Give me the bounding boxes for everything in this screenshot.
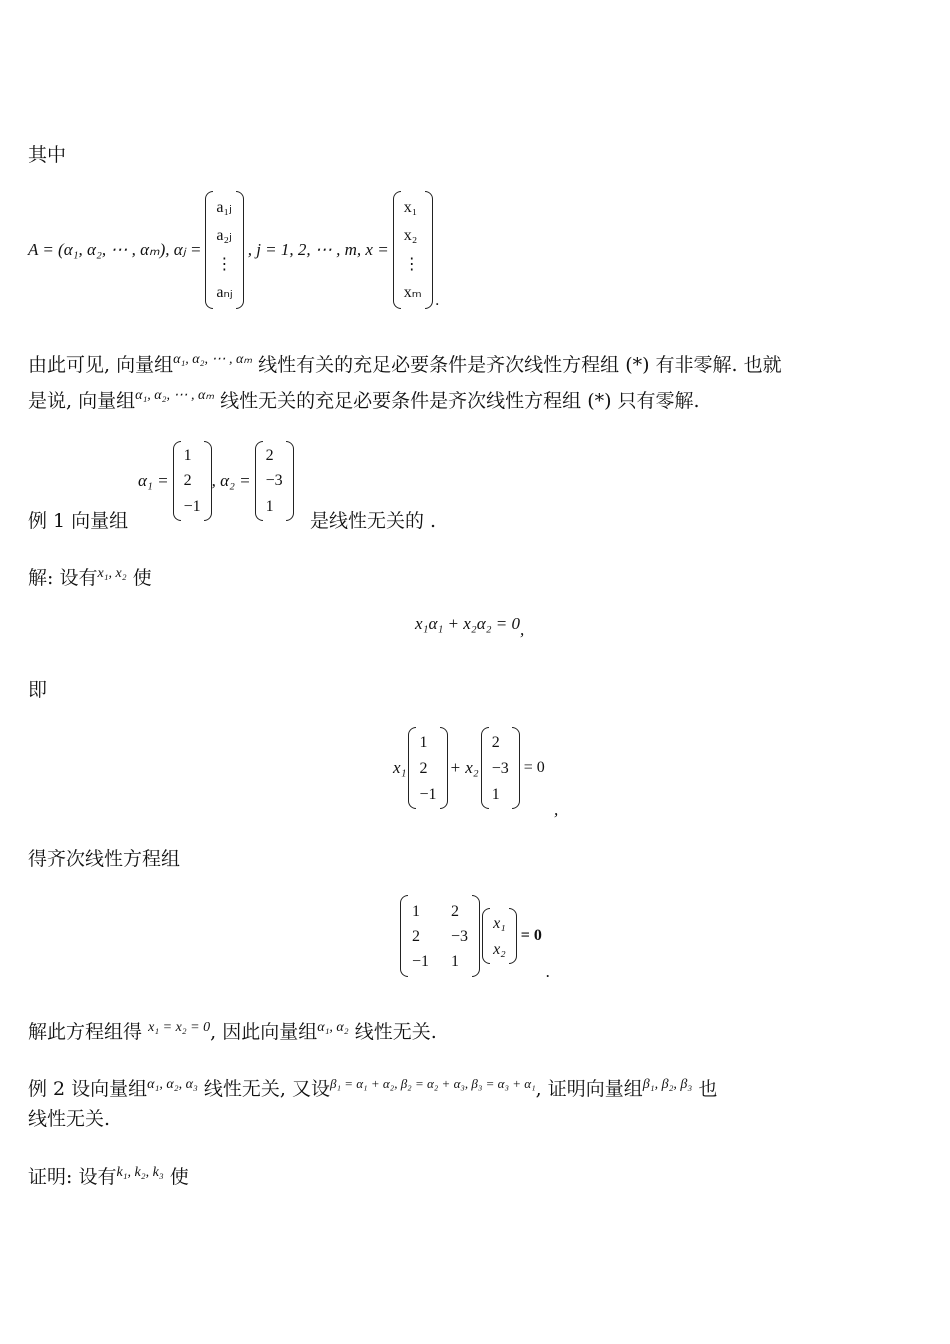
example-1-vectors — [138, 440, 294, 522]
eq2-comma: , — [520, 620, 525, 639]
vector-entry: x₂ — [403, 227, 418, 245]
eq4-period: . — [546, 962, 551, 981]
unknown-vector — [482, 908, 517, 964]
equation-matrix-system — [400, 894, 542, 978]
conclusion-text-a: 解此方程组得 — [28, 1021, 143, 1043]
example-2-text-d: 也 — [698, 1078, 718, 1100]
para1-text-b: 线性有关的充足必要条件是齐次线性方程组 (*) 有非零解. 也就 — [258, 354, 782, 376]
eq3-rhs: = 0 — [523, 759, 545, 776]
eq1-mid: , j = 1, 2, ⋯ , m, x = — [247, 240, 389, 259]
matrix-entry: 2 — [451, 903, 460, 920]
eq1-period: . — [435, 292, 440, 309]
equation-vector-sum — [393, 726, 545, 810]
vector-entry: 1 — [491, 785, 500, 803]
conclusion-text-c: 线性无关. — [354, 1021, 437, 1043]
proof-text-b: 使 — [169, 1166, 189, 1188]
vector-entry: 2 — [265, 447, 274, 465]
solution-vars: x₁, x₂ — [97, 566, 127, 581]
solution-text-b: 使 — [132, 567, 152, 589]
eq2-text: x₁α₁ + x₂α₂ = 0 — [415, 614, 521, 633]
eq4-rhs: = 0 — [520, 927, 542, 944]
solution-conclusion — [28, 1017, 437, 1050]
vector-entry: 2 — [491, 733, 500, 751]
paragraph-line-2 — [28, 386, 700, 419]
matrix-entry: −1 — [412, 953, 430, 970]
example-2-line-1 — [28, 1074, 717, 1107]
column-vector-a — [205, 191, 243, 309]
example-2-text-b: 线性无关, 又设 — [203, 1078, 330, 1100]
vector-entry: 2 — [183, 472, 192, 490]
column-vector-x — [393, 191, 433, 309]
matrix-entry: 2 — [412, 928, 420, 945]
proof-line — [28, 1162, 189, 1195]
vector-entry: 2 — [419, 759, 428, 777]
equation-linear-combination — [415, 614, 525, 639]
example-2-text-a: 例 2 设向量组 — [28, 1078, 148, 1100]
example-1-label: 例 1 向量组 — [28, 510, 129, 532]
eq1-lhs: A = (α₁, α₂, ⋯ , αₘ), αⱼ = — [28, 240, 202, 259]
alpha2-label: , α₂ = — [211, 471, 251, 490]
para1-text-a: 由此可见, 向量组 — [28, 354, 174, 376]
vector-entry: aₙⱼ — [216, 284, 233, 302]
vector-entry: 1 — [183, 447, 192, 465]
vector-group-alpha: α₁, α₂, ⋯ , αₘ — [135, 388, 215, 403]
vector-entry: 1 — [265, 497, 274, 515]
coef-x1: x₁ — [393, 758, 407, 777]
text-line-homogeneous: 得齐次线性方程组 — [28, 848, 181, 870]
vector-entry: ⋮ — [403, 255, 420, 273]
vector-entry: 1 — [419, 733, 428, 751]
proof-vars: k₁, k₂, k₃ — [116, 1165, 164, 1180]
matrix-entry: −3 — [451, 928, 469, 945]
vector-entry: xₘ — [403, 284, 422, 302]
equation-definition — [28, 190, 440, 310]
alpha1-label: α₁ = — [138, 471, 169, 490]
vector-entry: −1 — [183, 497, 201, 515]
vector-entry: −3 — [491, 759, 509, 777]
coefficient-matrix — [400, 895, 480, 977]
vector-alpha2 — [481, 727, 520, 809]
plus-x2: + x₂ — [449, 758, 479, 777]
matrix-entry: 1 — [412, 903, 420, 920]
vector-entry: x₁ — [403, 198, 418, 216]
vector-entry: x₂ — [493, 940, 506, 958]
example-1-text-b: 是线性无关的 . — [310, 510, 437, 532]
proof-text-a: 证明: 设有 — [28, 1166, 117, 1188]
vector-alpha2 — [255, 441, 294, 521]
eq3-comma: , — [554, 800, 559, 819]
para1-text-c: 是说, 向量组 — [28, 390, 136, 412]
conclusion-text-b: , 因此向量组 — [210, 1021, 318, 1043]
example-2-line-2: 线性无关. — [28, 1108, 111, 1130]
vector-group-alpha: α₁, α₂, ⋯ , αₘ — [173, 352, 253, 367]
vector-entry: −1 — [419, 785, 437, 803]
text-line-ji: 即 — [28, 679, 48, 701]
matrix-entry: 1 — [451, 953, 460, 970]
vector-entry: −3 — [265, 472, 283, 490]
conclusion-eq: x₁ = x₂ = 0 — [148, 1020, 211, 1035]
example-2-vec: α₁, α₂, α₃ — [147, 1077, 198, 1092]
text-line-qizhong: 其中 — [28, 144, 67, 166]
solution-text-a: 解: 设有 — [28, 567, 98, 589]
conclusion-vec: α₁, α₂ — [317, 1020, 349, 1035]
solution-line — [28, 563, 152, 596]
paragraph-line-1 — [28, 350, 782, 383]
vector-entry: a₂ⱼ — [216, 227, 232, 245]
example-2-vec2: β₁, β₂, β₃ — [642, 1077, 693, 1092]
vector-entry: ⋮ — [216, 255, 233, 273]
vector-alpha1 — [408, 727, 447, 809]
example-2-defs: β₁ = α₁ + α₂, β₂ = α₂ + α₃, β₃ = α₃ + α₁ — [329, 1076, 536, 1091]
example-2-text-c: , 证明向量组 — [535, 1078, 643, 1100]
para1-text-d: 线性无关的充足必要条件是齐次线性方程组 (*) 只有零解. — [220, 390, 700, 412]
vector-entry: a₁ⱼ — [216, 198, 232, 216]
vector-alpha1 — [173, 441, 212, 521]
vector-entry: x₁ — [493, 914, 506, 932]
